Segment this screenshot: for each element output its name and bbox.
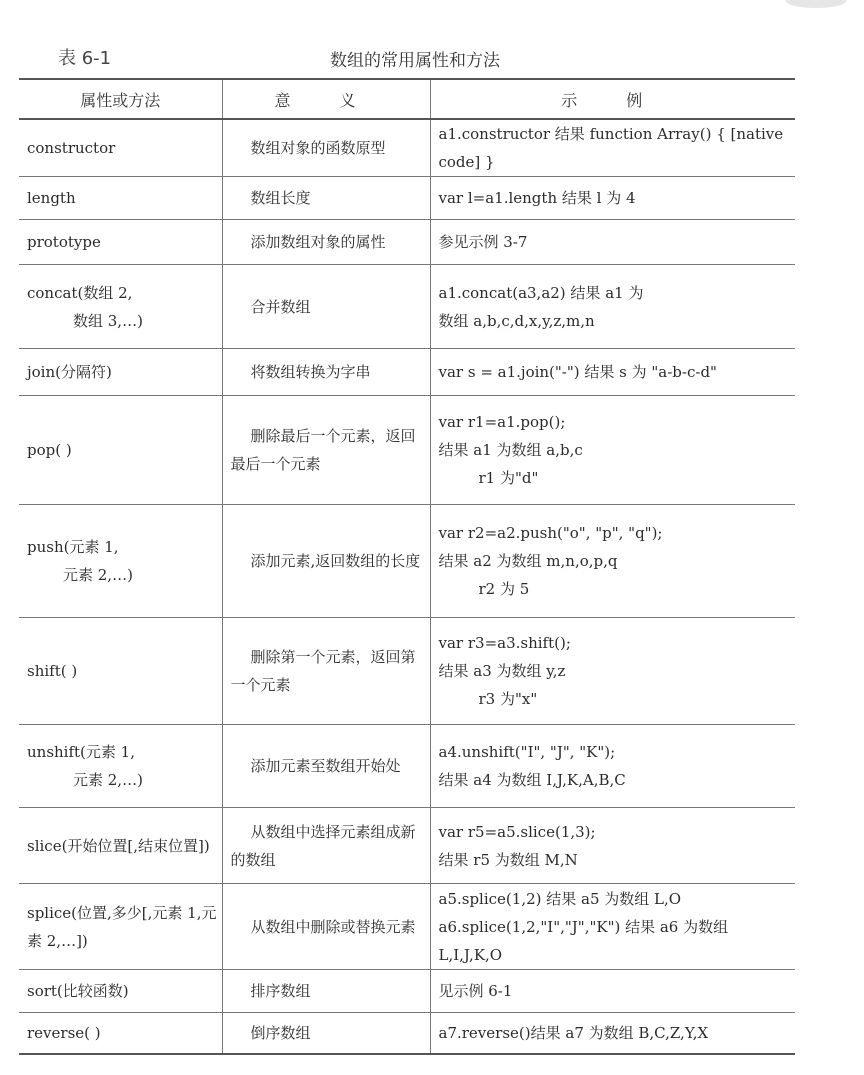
method-name-continuation: 素 2,…]) xyxy=(27,931,88,950)
example-cell xyxy=(430,808,795,884)
meaning-cell xyxy=(222,1013,430,1054)
table-row xyxy=(19,505,795,618)
method-name: unshift(元素 1, xyxy=(27,743,135,761)
method-meaning: 从数组中删除或替换元素 xyxy=(250,917,416,936)
example-line: r3 为"x" xyxy=(478,690,538,708)
table-header-row xyxy=(19,79,795,119)
table-row xyxy=(19,396,795,505)
example-line: a4.unshift("I", "J", "K"); xyxy=(438,743,616,761)
header-property-or-method: 属性或方法 xyxy=(19,79,222,119)
meaning-cell xyxy=(222,505,430,618)
example-cell xyxy=(430,396,795,505)
table-row xyxy=(19,1013,795,1054)
method-name-cell xyxy=(19,349,222,396)
page-corner-shadow xyxy=(786,0,846,8)
table-row xyxy=(19,808,795,884)
example-cell xyxy=(430,970,795,1013)
method-name-cell xyxy=(19,505,222,618)
method-meaning: 添加数组对象的属性 xyxy=(250,233,386,251)
example-line: 参见示例 3-7 xyxy=(438,233,528,251)
table-row xyxy=(19,220,795,265)
method-name-continuation: 数组 3,…) xyxy=(73,311,143,330)
example-cell xyxy=(430,505,795,618)
method-meaning: 删除第一个元素，返回第一个元素 xyxy=(230,648,416,694)
example-line: 数组 a,b,c,d,x,y,z,m,n xyxy=(438,311,595,330)
example-line: var s = a1.join("-") 结果 s 为 "a-b-c-d" xyxy=(438,363,717,381)
method-name: splice(位置,多少[,元素 1,元 xyxy=(27,903,217,922)
method-name: pop( ) xyxy=(27,441,72,459)
method-name-cell xyxy=(19,220,222,265)
method-name: prototype xyxy=(27,233,101,251)
example-line: var r3=a3.shift(); xyxy=(438,634,571,652)
meaning-cell xyxy=(222,725,430,808)
example-cell xyxy=(430,618,795,725)
method-meaning: 合并数组 xyxy=(250,297,311,316)
example-line: 结果 a3 为数组 y,z xyxy=(438,662,566,680)
method-name: length xyxy=(27,189,76,207)
method-meaning: 从数组中选择元素组成新的数组 xyxy=(230,822,416,869)
meaning-cell xyxy=(222,970,430,1013)
method-meaning: 数组对象的函数原型 xyxy=(250,139,386,157)
example-line: 见示例 6-1 xyxy=(438,982,513,1000)
example-cell xyxy=(430,119,795,177)
method-name-cell xyxy=(19,884,222,970)
example-line: 结果 a1 为数组 a,b,c xyxy=(438,441,583,459)
method-name: slice(开始位置[,结束位置]) xyxy=(27,836,210,855)
method-name: shift( ) xyxy=(27,662,78,680)
example-line: var r5=a5.slice(1,3); xyxy=(438,822,596,841)
method-name: sort(比较函数) xyxy=(27,982,129,1000)
table-row xyxy=(19,349,795,396)
table-row xyxy=(19,970,795,1013)
method-meaning: 将数组转换为字串 xyxy=(250,363,371,381)
method-name-cell xyxy=(19,119,222,177)
example-line: var r1=a1.pop(); xyxy=(438,413,566,431)
example-line: var r2=a2.push("o", "p", "q"); xyxy=(438,524,663,542)
example-line: a1.concat(a3,a2) 结果 a1 为 xyxy=(438,283,644,302)
method-name-cell xyxy=(19,396,222,505)
header-example: 示 例 xyxy=(430,79,795,119)
method-name-cell xyxy=(19,970,222,1013)
method-meaning: 倒序数组 xyxy=(250,1023,311,1042)
example-cell xyxy=(430,349,795,396)
table-row xyxy=(19,177,795,220)
meaning-cell xyxy=(222,618,430,725)
method-name-cell xyxy=(19,177,222,220)
example-cell xyxy=(430,177,795,220)
method-name-cell xyxy=(19,1013,222,1054)
method-name: reverse( ) xyxy=(27,1023,101,1042)
method-name: push(元素 1, xyxy=(27,538,119,556)
method-name: concat(数组 2, xyxy=(27,283,133,302)
meaning-cell xyxy=(222,808,430,884)
method-name-cell xyxy=(19,725,222,808)
method-meaning: 排序数组 xyxy=(250,982,311,1000)
array-methods-table xyxy=(19,78,795,1055)
meaning-cell xyxy=(222,119,430,177)
method-name-continuation: 元素 2,…) xyxy=(63,566,133,584)
method-name-cell xyxy=(19,265,222,349)
method-name: join(分隔符) xyxy=(27,363,112,381)
method-meaning: 添加元素至数组开始处 xyxy=(250,757,401,775)
example-line: 结果 a2 为数组 m,n,o,p,q xyxy=(438,552,618,570)
table-caption xyxy=(58,42,778,74)
meaning-cell xyxy=(222,177,430,220)
method-name-continuation: 元素 2,…) xyxy=(73,771,143,789)
example-line: a7.reverse()结果 a7 为数组 B,C,Z,Y,X xyxy=(438,1023,709,1042)
meaning-cell xyxy=(222,220,430,265)
example-line: a6.splice(1,2,"I","J","K") 结果 a6 为数组 L,I,J,K,O xyxy=(438,917,729,964)
example-cell xyxy=(430,725,795,808)
method-meaning: 数组长度 xyxy=(250,189,311,207)
meaning-cell xyxy=(222,396,430,505)
example-line: 结果 a4 为数组 I,J,K,A,B,C xyxy=(438,771,626,789)
table-row xyxy=(19,725,795,808)
table-row xyxy=(19,884,795,970)
method-meaning: 删除最后一个元素，返回最后一个元素 xyxy=(230,427,416,473)
meaning-cell xyxy=(222,349,430,396)
table-row xyxy=(19,618,795,725)
example-line: 结果 r5 为数组 M,N xyxy=(438,850,578,869)
example-cell xyxy=(430,884,795,970)
meaning-cell xyxy=(222,265,430,349)
example-cell xyxy=(430,1013,795,1054)
example-line: a1.constructor 结果 function Array() { [native code] } xyxy=(438,125,784,171)
method-name-cell xyxy=(19,808,222,884)
example-cell xyxy=(430,220,795,265)
header-meaning: 意 义 xyxy=(222,79,430,119)
method-name-cell xyxy=(19,618,222,725)
meaning-cell xyxy=(222,884,430,970)
example-cell xyxy=(430,265,795,349)
example-line: a5.splice(1,2) 结果 a5 为数组 L,O xyxy=(438,889,682,908)
example-line: var l=a1.length 结果 l 为 4 xyxy=(438,189,636,207)
table-row xyxy=(19,119,795,177)
example-line: r2 为 5 xyxy=(478,580,530,598)
example-line: r1 为"d" xyxy=(478,469,539,487)
table-title: 数组的常用属性和方法 xyxy=(330,51,500,71)
method-meaning: 添加元素,返回数组的长度 xyxy=(250,552,421,570)
table-row xyxy=(19,265,795,349)
method-name: constructor xyxy=(27,139,116,157)
table-number: 表 6-1 xyxy=(58,48,112,69)
